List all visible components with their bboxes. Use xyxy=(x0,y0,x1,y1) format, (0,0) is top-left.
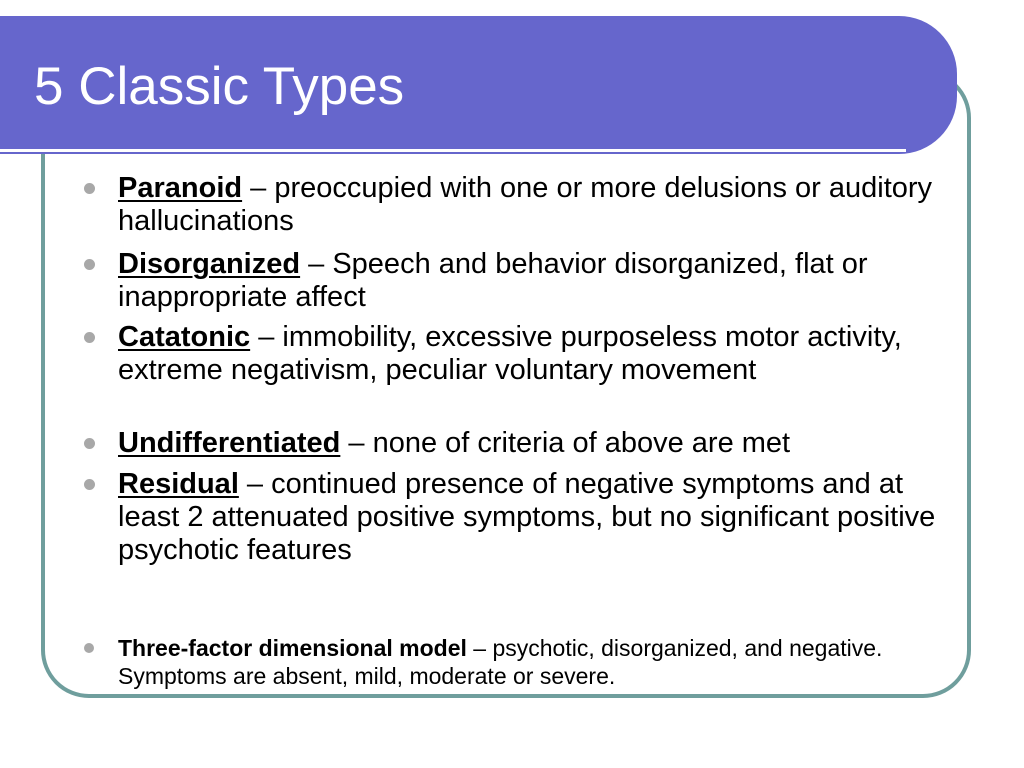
bullet-term: Residual xyxy=(118,468,239,500)
bullet-term: Catatonic xyxy=(118,321,251,353)
bullet-dot-icon xyxy=(84,183,95,194)
bullet-dot-icon xyxy=(84,259,95,270)
bullet-dot-icon xyxy=(84,438,95,449)
bullet-dot-icon xyxy=(84,332,95,343)
bullet-term: Undifferentiated xyxy=(118,427,341,459)
bullet-description: – continued presence of negative symptoms and at least 2 attenuated positive symptoms, but no significant positive psychotic features xyxy=(118,468,936,566)
bullet-term: Disorganized xyxy=(118,248,301,280)
bullet-item-paranoid xyxy=(118,172,958,238)
bullet-item-three-factor-model xyxy=(118,634,958,690)
bullet-item-disorganized xyxy=(118,248,958,314)
bullet-description: – immobility, excessive purposeless motor activity, extreme negativism, peculiar voluntary movement xyxy=(118,321,902,386)
bullet-term: Three-factor dimensional model xyxy=(118,635,467,661)
bullet-item-undifferentiated xyxy=(118,427,958,460)
bullet-dot-icon xyxy=(84,643,94,653)
bullet-description: – psychotic, disorganized, and negative. Symptoms are absent, mild, moderate or severe. xyxy=(118,635,883,689)
bullet-description: – none of criteria of above are met xyxy=(340,427,791,459)
bullet-dot-icon xyxy=(84,479,95,490)
bullet-description: – Speech and behavior disorganized, flat or inappropriate affect xyxy=(118,248,868,313)
bullet-item-catatonic xyxy=(118,321,958,387)
bullet-description: – preoccupied with one or more delusions or auditory hallucinations xyxy=(118,172,933,237)
bullet-item-residual xyxy=(118,468,958,567)
slide-title: 5 Classic Types xyxy=(34,57,405,116)
bullet-term: Paranoid xyxy=(118,172,243,204)
